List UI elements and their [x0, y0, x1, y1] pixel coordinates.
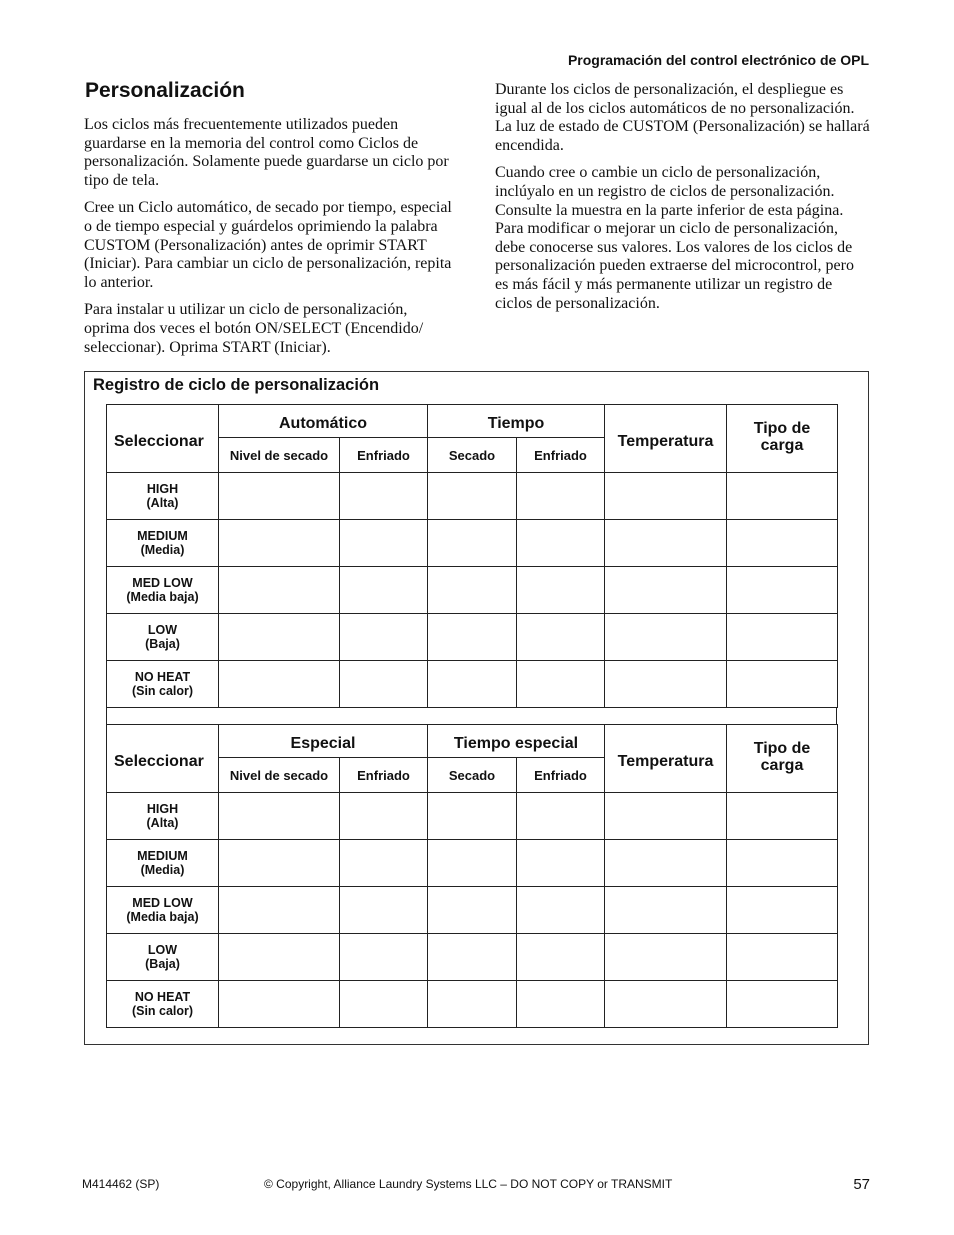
row-label-line: NO HEAT	[134, 669, 191, 684]
subheader-dry: Secado	[428, 758, 517, 793]
row-label-medium	[107, 840, 219, 887]
entry-cell[interactable]	[219, 520, 340, 567]
entry-cell[interactable]	[605, 981, 727, 1028]
row-label-line: LOW	[147, 942, 178, 957]
table-row	[107, 661, 838, 708]
row-label-no-heat	[107, 661, 219, 708]
entry-cell[interactable]	[428, 661, 517, 708]
temperature-header: Temperatura	[605, 405, 727, 473]
row-label-line: (Alta)	[146, 816, 179, 830]
entry-cell[interactable]	[340, 473, 428, 520]
paragraph: Cuando cree o cambie un ciclo de personalización, inclúyalo en un registro de ciclos de personalización. Consulte la muestra en la parte inferior de esta página. Para modificar o mejorar un ciclo de personalización, debe conocerse sus valores. Los valores de los ciclos de personalización pueden extraerse del microcontrol, pero es más fácil y más permanente utilizar un registro de ciclos de personalización.	[495, 164, 854, 312]
entry-cell[interactable]	[340, 614, 428, 661]
row-label-medium	[107, 520, 219, 567]
entry-cell[interactable]	[428, 840, 517, 887]
row-label-line: (Sin calor)	[131, 684, 194, 698]
entry-cell[interactable]	[428, 981, 517, 1028]
entry-cell[interactable]	[219, 661, 340, 708]
entry-cell[interactable]	[517, 520, 605, 567]
entry-cell[interactable]	[219, 473, 340, 520]
entry-cell[interactable]	[727, 520, 838, 567]
entry-cell[interactable]	[340, 840, 428, 887]
entry-cell[interactable]	[605, 520, 727, 567]
group-header-time: Tiempo	[428, 405, 605, 438]
entry-cell[interactable]	[340, 661, 428, 708]
entry-cell[interactable]	[605, 473, 727, 520]
record-table-special	[106, 724, 838, 1028]
row-label-line: (Media baja)	[126, 590, 199, 604]
row-label-line: (Baja)	[145, 637, 180, 651]
subheader-cooldown: Enfriado	[517, 438, 605, 473]
entry-cell[interactable]	[517, 661, 605, 708]
table-row	[107, 520, 838, 567]
row-label-line: MED LOW	[132, 895, 193, 910]
entry-cell[interactable]	[727, 981, 838, 1028]
row-label-high	[107, 473, 219, 520]
row-label-line: MEDIUM	[137, 528, 188, 543]
table-row	[107, 567, 838, 614]
load-type-header: Tipo de carga	[727, 725, 838, 793]
entry-cell[interactable]	[727, 473, 838, 520]
temperature-header: Temperatura	[605, 725, 727, 793]
select-header: Seleccionar	[107, 725, 219, 793]
paragraph: Cree un Ciclo automático, de secado por tiempo, especial o de tiempo especial y guárdelos oprimiendo la palabra CUSTOM (Personalización) antes de oprimir START (Iniciar). Para cambiar un ciclo de personalización, repita lo anterior.	[84, 199, 452, 291]
entry-cell[interactable]	[219, 793, 340, 840]
row-label-line: (Media baja)	[126, 910, 199, 924]
entry-cell[interactable]	[605, 934, 727, 981]
entry-cell[interactable]	[340, 981, 428, 1028]
entry-cell[interactable]	[428, 793, 517, 840]
entry-cell[interactable]	[605, 887, 727, 934]
entry-cell[interactable]	[517, 614, 605, 661]
table-row	[107, 840, 838, 887]
entry-cell[interactable]	[727, 840, 838, 887]
row-label-med-low	[107, 887, 219, 934]
entry-cell[interactable]	[428, 567, 517, 614]
group-header-special: Especial	[219, 725, 428, 758]
subheader-dry-level: Nivel de secado	[219, 438, 340, 473]
row-label-line: (Alta)	[146, 496, 179, 510]
entry-cell[interactable]	[727, 934, 838, 981]
record-table-automatic	[106, 404, 838, 708]
row-label-line: LOW	[147, 622, 178, 637]
entry-cell[interactable]	[428, 473, 517, 520]
table-row	[107, 473, 838, 520]
row-label-no-heat	[107, 981, 219, 1028]
table-row	[107, 981, 838, 1028]
row-label-low	[107, 934, 219, 981]
row-label-high	[107, 793, 219, 840]
entry-cell[interactable]	[340, 520, 428, 567]
table-row	[107, 934, 838, 981]
entry-cell[interactable]	[517, 567, 605, 614]
entry-cell[interactable]	[219, 840, 340, 887]
entry-cell[interactable]	[727, 661, 838, 708]
paragraph: Durante los ciclos de personalización, el despliegue es igual al de los ciclos automáticos de no personalización. La luz de estado de CUSTOM (Personalización) se hallará encendida.	[495, 81, 870, 154]
entry-cell[interactable]	[219, 934, 340, 981]
paragraph: Los ciclos más frecuentemente utilizados pueden guardarse en la memoria del control como Ciclos de personalización. Solamente puede guardarse un ciclo por tipo de tela.	[84, 116, 449, 189]
entry-cell[interactable]	[517, 473, 605, 520]
entry-cell[interactable]	[727, 614, 838, 661]
entry-cell[interactable]	[517, 887, 605, 934]
entry-cell[interactable]	[340, 887, 428, 934]
entry-cell[interactable]	[340, 793, 428, 840]
entry-cell[interactable]	[727, 887, 838, 934]
entry-cell[interactable]	[517, 793, 605, 840]
table-separator	[106, 707, 837, 724]
row-label-line: (Sin calor)	[131, 1004, 194, 1018]
left-column	[84, 116, 456, 366]
table-row	[107, 793, 838, 840]
group-header-special-time: Tiempo especial	[428, 725, 605, 758]
subheader-cooldown: Enfriado	[340, 438, 428, 473]
entry-cell[interactable]	[219, 614, 340, 661]
entry-cell[interactable]	[517, 840, 605, 887]
subheader-dry-level: Nivel de secado	[219, 758, 340, 793]
entry-cell[interactable]	[605, 793, 727, 840]
row-label-med-low	[107, 567, 219, 614]
entry-cell[interactable]	[517, 981, 605, 1028]
row-label-line: MED LOW	[132, 575, 193, 590]
group-header-automatic: Automático	[219, 405, 428, 438]
row-label-line: (Baja)	[145, 957, 180, 971]
subheader-dry: Secado	[428, 438, 517, 473]
entry-cell[interactable]	[605, 661, 727, 708]
subheader-cooldown: Enfriado	[340, 758, 428, 793]
row-label-line: (Media)	[140, 863, 185, 877]
entry-cell[interactable]	[219, 981, 340, 1028]
entry-cell[interactable]	[428, 520, 517, 567]
record-title: Registro de ciclo de personalización	[93, 376, 380, 394]
entry-cell[interactable]	[605, 614, 727, 661]
section-title: Personalización	[85, 79, 245, 102]
entry-cell[interactable]	[727, 793, 838, 840]
load-type-header: Tipo de carga	[727, 405, 838, 473]
doc-number: M414462 (SP)	[82, 1177, 160, 1191]
table-row	[107, 614, 838, 661]
entry-cell[interactable]	[428, 887, 517, 934]
row-label-low	[107, 614, 219, 661]
page-number: 57	[853, 1176, 870, 1193]
entry-cell[interactable]	[219, 567, 340, 614]
row-label-line: NO HEAT	[134, 989, 191, 1004]
paragraph: Para instalar u utilizar un ciclo de personalización, oprima dos veces el botón ON/SELECT (Encendido/ seleccionar). Oprima START (Iniciar).	[84, 301, 424, 356]
entry-cell[interactable]	[428, 934, 517, 981]
entry-cell[interactable]	[605, 840, 727, 887]
entry-cell[interactable]	[428, 614, 517, 661]
select-header: Seleccionar	[107, 405, 219, 473]
entry-cell[interactable]	[727, 567, 838, 614]
row-label-line: HIGH	[146, 481, 179, 496]
right-column	[495, 81, 870, 322]
subheader-cooldown: Enfriado	[517, 758, 605, 793]
copyright-notice: © Copyright, Alliance Laundry Systems LLC – DO NOT COPY or TRANSMIT	[264, 1177, 673, 1191]
row-label-line: MEDIUM	[137, 848, 188, 863]
row-label-line: HIGH	[146, 801, 179, 816]
table-row	[107, 887, 838, 934]
entry-cell[interactable]	[605, 567, 727, 614]
entry-cell[interactable]	[219, 887, 340, 934]
row-label-line: (Media)	[140, 543, 185, 557]
entry-cell[interactable]	[517, 934, 605, 981]
running-header: Programación del control electrónico de OPL	[567, 52, 869, 68]
entry-cell[interactable]	[340, 934, 428, 981]
entry-cell[interactable]	[340, 567, 428, 614]
